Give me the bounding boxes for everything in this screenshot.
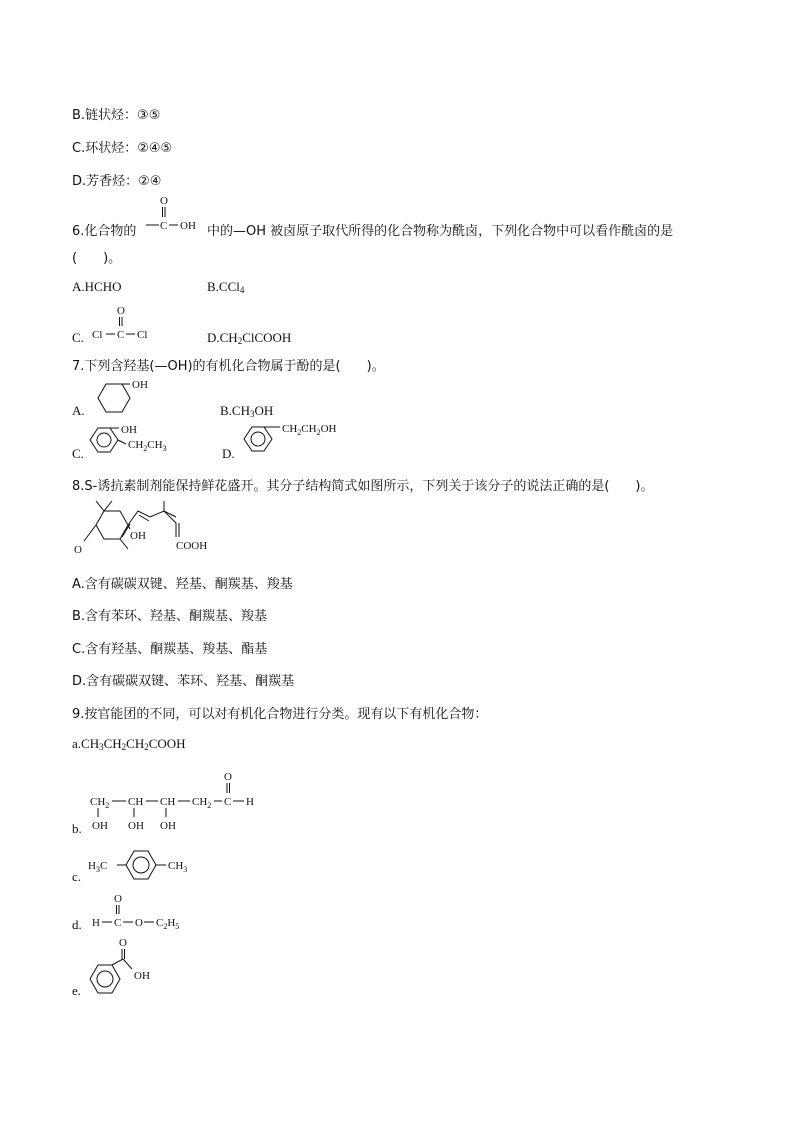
q9c-benzene-ring [126, 851, 156, 879]
q9c-ring-circle [133, 857, 149, 873]
q8-methyl-3 [120, 539, 128, 549]
q7d-benzene-ring [244, 427, 272, 451]
q9-compound-e-structure [88, 935, 168, 997]
q7c-ethyl: $CH_2CH_3$ [128, 439, 167, 453]
q9-stem: 9.按官能团的不同，可以对有机化合物进行分类。现有以下有机化合物： [72, 707, 488, 722]
q9-compound-c-structure [88, 848, 208, 884]
q5-option-b: B.链状烃：③⑤ [72, 108, 161, 123]
q9b-oh-3: OH [160, 820, 176, 832]
q9d-c: C [114, 917, 122, 929]
q8-ketone-o: O [74, 544, 82, 556]
q7-option-c-ethylphenol [88, 424, 198, 464]
q9-compound-b-structure [90, 769, 270, 835]
q6-answer-blank: ( )。 [72, 251, 122, 266]
q9-compound-d-structure [90, 891, 200, 931]
q6-option-a: A.HCHO [72, 279, 122, 294]
q9e-ring-bond [112, 959, 123, 965]
q9e-oh: OH [134, 970, 150, 982]
q8-option-a: A.含有碳碳双键、羟基、酮羰基、羧基 [72, 577, 293, 592]
q9-compound-e-label: e. [72, 983, 82, 998]
q9c-left-methyl: $H_3C$ [88, 860, 108, 874]
q8-abscisic-acid-structure [72, 497, 222, 559]
q6-option-c-structure [90, 304, 154, 342]
q7-option-a-cyclohexanol [88, 380, 158, 430]
q6-struct-o: O [160, 195, 168, 207]
q8-oh: OH [130, 530, 146, 542]
q7-option-d-label: D. [222, 446, 235, 461]
q8-cooh: COOH [176, 540, 208, 552]
q6-stem-prefix: 6.化合物的 [72, 224, 137, 239]
q9e-oh-bond [123, 959, 132, 969]
q9b-oh-1: OH [92, 820, 108, 832]
q8-ketone-bond [84, 525, 96, 541]
q7a-cyclohexane-ring [98, 384, 130, 412]
q6-option-b: B.CCl$_4$ [207, 279, 245, 295]
q7-option-a-label: A. [72, 403, 85, 418]
q6c-cl2: Cl [137, 329, 148, 341]
q9b-ch2b: $CH_2$ [192, 796, 212, 810]
q8-side-chain [128, 511, 176, 525]
q9b-ch1: CH [128, 796, 144, 808]
q9b-h: H [246, 796, 254, 808]
q9-compound-b-label: b. [72, 821, 82, 836]
q8-option-b: B.含有苯环、羟基、酮羰基、羧基 [72, 609, 268, 624]
q6-option-c-label: C. [72, 330, 84, 345]
q9d-h: H [92, 917, 100, 929]
q8-methyl-2 [104, 501, 112, 511]
q6-stem-suffix: 中的—OH 被卤原子取代所得的化合物称为酰卤，下列化合物中可以看作酰卤的是 [207, 224, 674, 239]
q7a-oh: OH [132, 379, 148, 391]
q8-methyl-1 [96, 501, 104, 511]
q7-stem: 7.下列含羟基(—OH)的有机化合物属于酚的是( )。 [72, 359, 385, 374]
q9c-right-methyl: $CH_3$ [168, 860, 188, 874]
q7c-ethyl-bond [118, 440, 126, 444]
q8-option-d: D.含有碳碳双键、苯环、羟基、酮羰基 [72, 674, 295, 689]
q6-option-d: $D.CH_2ClCOOH$ [207, 330, 292, 346]
q9e-o: O [119, 937, 127, 949]
q9b-o: O [224, 771, 232, 783]
q9d-o2: O [135, 917, 143, 929]
q7d-ring-circle [251, 432, 265, 446]
q7-option-b: $B.CH_3OH$ [220, 403, 274, 419]
q9b-oh-2: OH [128, 820, 144, 832]
q9-compound-a: $a.CH_3CH_2CH_2COOH$ [72, 736, 186, 752]
q9-compound-c-label: c. [72, 869, 82, 884]
q7c-ring-circle [97, 433, 111, 447]
q9d-o: O [114, 893, 122, 905]
q7-option-d-phenylethanol [242, 423, 362, 459]
q6-carboxyl-structure [140, 194, 206, 234]
q9d-ethyl: $C_2H_5$ [156, 917, 180, 931]
q5-option-d: D.芳香烃：②④ [72, 174, 162, 189]
q9e-benzene-ring [90, 965, 120, 993]
q9b-ch2: CH [160, 796, 176, 808]
q8-acid-chain [164, 511, 176, 537]
q7c-oh: OH [121, 424, 137, 436]
q6-struct-c: C [160, 220, 168, 232]
q9b-ch2a: $CH_2$ [90, 796, 110, 810]
q8-stem: 8.S-诱抗素制剂能保持鲜花盛开。其分子结构简式如图所示，下列关于该分子的说法正确的是( )。 [72, 479, 654, 494]
q8-option-c: C.含有羟基、酮羰基、羧基、酯基 [72, 642, 268, 657]
q9e-ring-circle [97, 971, 113, 987]
q6c-cl1: Cl [92, 329, 103, 341]
q9b-c: C [224, 796, 232, 808]
q6-struct-oh: OH [180, 220, 196, 232]
q7-option-c-label: C. [72, 446, 84, 461]
q7d-chain: $CH_2CH_2OH$ [282, 423, 337, 437]
q6c-o: O [117, 305, 125, 317]
q7c-benzene-ring [90, 428, 118, 452]
q9-compound-d-label: d. [72, 917, 82, 932]
q5-option-c: C.环状烃：②④⑤ [72, 141, 173, 156]
q6c-c: C [117, 329, 125, 341]
